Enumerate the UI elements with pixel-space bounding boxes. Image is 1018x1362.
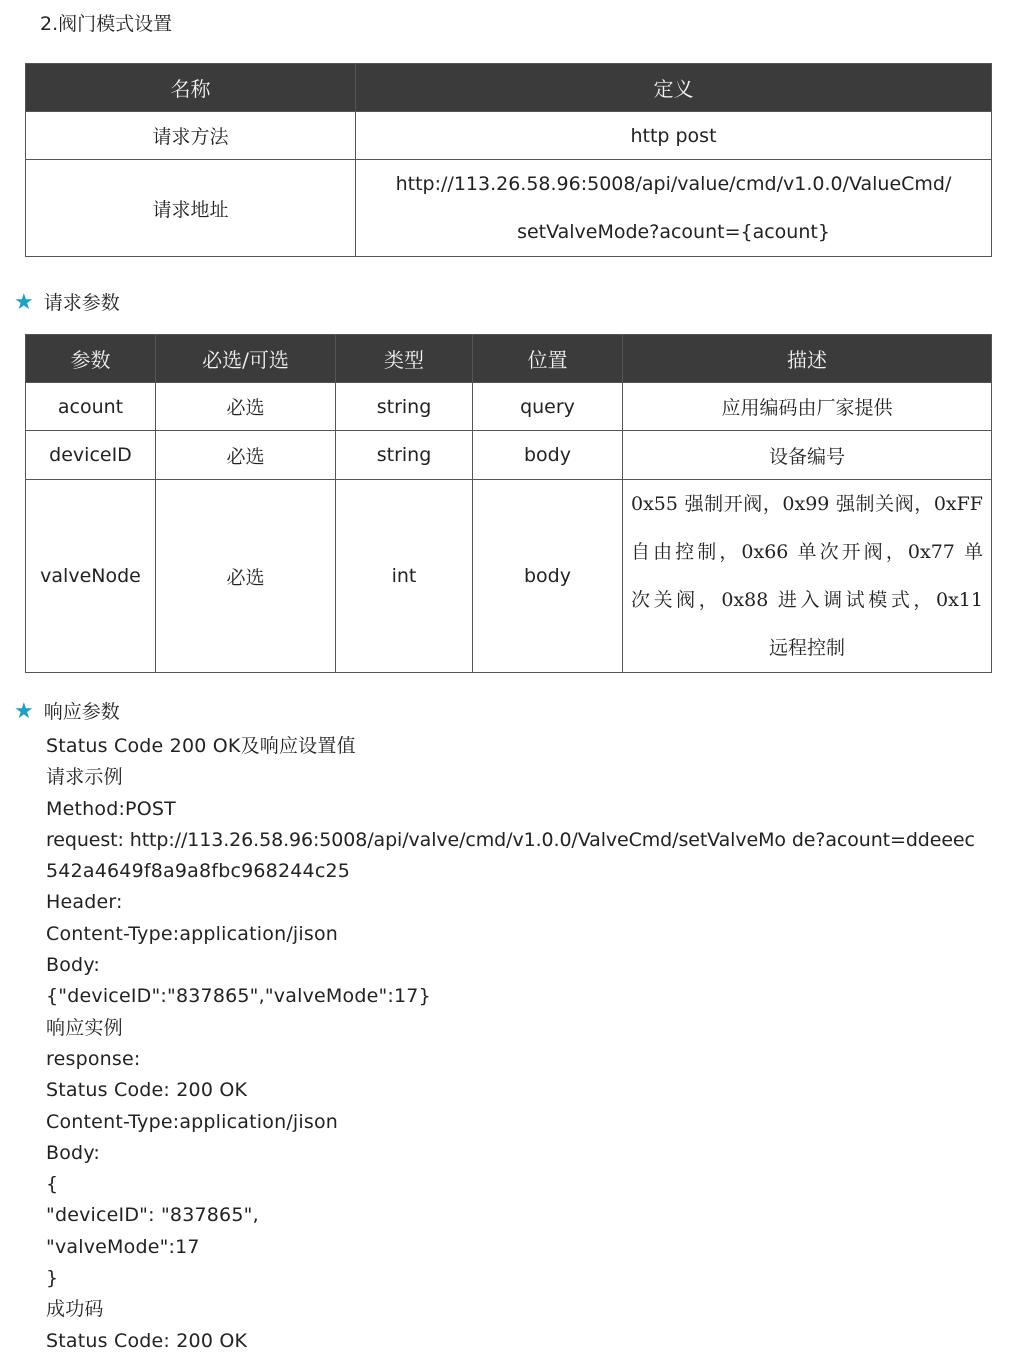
body-line: response:	[46, 1047, 141, 1070]
cell-type: string	[336, 431, 473, 480]
table-row	[26, 112, 992, 160]
body-line: Status Code: 200 OK	[46, 1079, 248, 1102]
cell-param: acount	[26, 383, 156, 431]
cell-location: body	[473, 480, 623, 673]
url-line: setValveMode?acount={acount}	[517, 221, 830, 243]
cell-type: string	[336, 383, 473, 431]
body-line: Content-Type:application/jison	[46, 922, 339, 945]
cell-type: int	[336, 480, 473, 673]
body-line: 542a4649f8a9a8fbc968244c25	[46, 860, 351, 883]
table-row	[26, 383, 992, 431]
header-location: 位置	[473, 335, 623, 383]
body-line: "deviceID": "837865",	[46, 1204, 259, 1227]
body-line: Header:	[46, 891, 123, 914]
request-params-table	[25, 334, 992, 673]
cell-param: deviceID	[26, 431, 156, 480]
body-line: Body:	[46, 954, 100, 977]
row-value-url	[356, 160, 992, 257]
body-line: "valveMode":17	[46, 1235, 200, 1258]
body-line: Body:	[46, 1141, 100, 1164]
header-param: 参数	[26, 335, 156, 383]
header-required: 必选/可选	[156, 335, 336, 383]
table-header-row	[26, 335, 992, 383]
header-description: 描述	[623, 335, 992, 383]
request-params-heading	[14, 289, 120, 317]
body-line: }	[46, 1267, 59, 1290]
body-line: request: http://113.26.58.96:5008/api/valve/cmd/v1.0.0/ValveCmd/setValveMo de?acount=ddeeec	[46, 828, 975, 851]
table-header-row	[26, 64, 992, 112]
header-name: 名称	[26, 64, 356, 112]
description-line: 次关阀，0x88 进入调试模式，0x11	[631, 589, 983, 611]
header-type: 类型	[336, 335, 473, 383]
body-line: Content-Type:application/jison	[46, 1110, 339, 1133]
body-line: Status Code: 200 OK	[46, 1329, 248, 1352]
star-icon: ★	[14, 290, 34, 315]
body-line: {"deviceID":"837865","valveMode":17}	[46, 985, 431, 1008]
cell-required: 必选	[156, 383, 336, 431]
body-line: Status Code 200 OK及响应设置值	[46, 735, 356, 757]
url-line: http://113.26.58.96:5008/api/value/cmd/v1.0.0/ValueCmd/	[395, 173, 952, 195]
star-icon: ★	[14, 699, 34, 724]
section-title: 2.阀门模式设置	[40, 13, 173, 35]
cell-location: body	[473, 431, 623, 480]
row-label-method: 请求方法	[26, 112, 356, 160]
description-line: 自由控制，0x66 单次开阀，0x77 单	[631, 541, 983, 563]
response-params-heading-text: 响应参数	[43, 701, 120, 723]
body-line: Method:POST	[46, 797, 176, 820]
cell-required: 必选	[156, 480, 336, 673]
description-line: 远程控制	[768, 637, 845, 659]
request-params-heading-text: 请求参数	[43, 292, 120, 314]
body-line: {	[46, 1173, 59, 1196]
api-info-table	[25, 63, 992, 257]
row-label-url: 请求地址	[26, 160, 356, 257]
cell-description: 设备编号	[623, 431, 992, 480]
header-definition: 定义	[356, 64, 992, 112]
cell-location: query	[473, 383, 623, 431]
description-line: 0x55 强制开阀，0x99 强制关阀，0xFF	[631, 493, 983, 515]
body-line: 成功码	[46, 1298, 104, 1321]
table-row	[26, 431, 992, 480]
cell-description: 应用编码由厂家提供	[623, 383, 992, 431]
cell-description	[623, 480, 992, 673]
table-row	[26, 160, 992, 257]
cell-required: 必选	[156, 431, 336, 480]
body-line: 响应实例	[46, 1016, 123, 1039]
table-row	[26, 480, 992, 673]
response-params-heading	[14, 698, 120, 726]
cell-param: valveNode	[26, 480, 156, 673]
body-line: 请求示例	[46, 766, 123, 789]
response-details	[46, 731, 996, 1357]
row-value-method: http post	[356, 112, 992, 160]
